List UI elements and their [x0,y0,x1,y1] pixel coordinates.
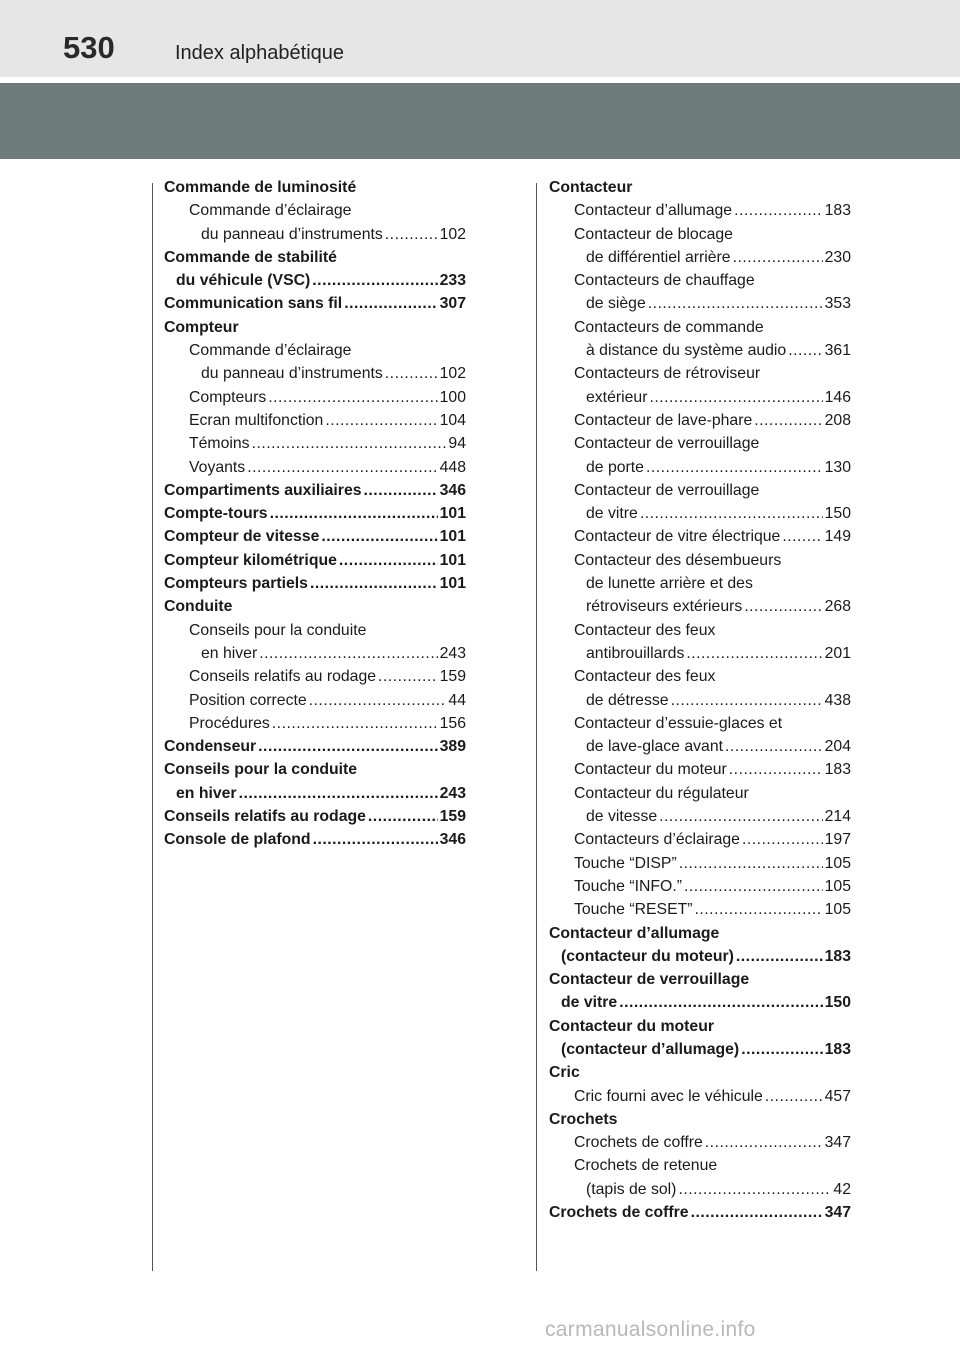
index-entry [164,199,466,222]
index-entry [549,246,851,269]
index-entry [164,642,466,665]
index-entry [549,898,851,921]
index-entry [549,1201,851,1224]
index-entry-text: de lave-glace avant [586,738,723,756]
index-entry-text: de siège [586,295,646,313]
index-entry [164,712,466,735]
dot-leader [782,525,822,548]
index-entry [164,339,466,362]
index-entry-text: Contacteur des feux [574,621,716,639]
right-column-rule [536,183,537,1271]
left-column-rule [152,183,153,1271]
index-entry-text: Conseils relatifs au rodage [189,668,377,686]
index-entry [164,758,466,781]
index-entry-text: Crochets [549,1110,618,1128]
index-entry-page: 346 [439,481,466,499]
index-entry-text: à distance du système audio [586,342,787,360]
index-entry [549,665,851,688]
index-entry [164,805,466,828]
index-entry-page: 44 [448,691,466,709]
index-entry-page: 307 [439,295,466,313]
index-entry [549,1108,851,1131]
index-entry [549,502,851,525]
index-entry [164,782,466,805]
index-entry-page: 197 [824,831,851,849]
index-entry [549,1178,851,1201]
dot-leader [247,456,437,479]
index-entry [549,292,851,315]
dot-leader [686,642,822,665]
dot-leader [648,292,823,315]
dot-leader [259,642,437,665]
index-entry [164,525,466,548]
watermark: carmanualsonline.info [545,1318,756,1341]
dot-leader [691,1201,823,1224]
index-entry [549,1038,851,1061]
index-entry-text: Commande d’éclairage [189,202,352,220]
index-entry-text: de lunette arrière et des [586,575,753,593]
index-entry-page: 204 [824,738,851,756]
index-entry-page: 353 [824,295,851,313]
index-entry-page: 201 [824,644,851,662]
index-entry [549,269,851,292]
index-entry [549,712,851,735]
index-entry [549,1154,851,1177]
index-entry-page: 104 [439,411,466,429]
dot-leader [733,246,823,269]
index-entry-page: 389 [439,738,466,756]
index-entry [549,362,851,385]
index-entry-text: en hiver [201,644,258,662]
index-entry-text: Contacteur de verrouillage [574,481,760,499]
index-entry-text: Contacteurs de chauffage [574,272,755,290]
dot-leader [736,945,823,968]
index-entry-text: Crochets de retenue [574,1157,718,1175]
index-entry [549,1131,851,1154]
index-column-right [549,176,851,1224]
index-entry-text: Cric fourni avec le véhicule [574,1087,763,1105]
dot-leader [385,223,438,246]
index-entry-text: Procédures [189,714,270,732]
index-entry [164,828,466,851]
dot-leader [310,572,438,595]
index-entry-text: Compartiments auxiliaires [164,481,362,499]
index-entry-page: 268 [824,598,851,616]
index-entry [549,1061,851,1084]
index-entry-text: Contacteur du régulateur [574,784,749,802]
dot-leader [678,1178,831,1201]
index-entry-text: Contacteur du moteur [549,1017,714,1035]
dot-leader [742,828,823,851]
dot-leader [325,409,437,432]
index-entry-text: Compteur de vitesse [164,528,320,546]
index-entry [549,782,851,805]
index-entry-text: Condenseur [164,738,257,756]
index-entry-page: 233 [439,272,466,290]
index-entry [164,595,466,618]
index-entry-text: Contacteurs de commande [574,318,764,336]
index-entry-text: Contacteur du moteur [574,761,727,779]
index-entry-text: Commande de luminosité [164,179,357,196]
dot-leader [312,269,437,292]
index-entry-text: Ecran multifonction [189,411,324,429]
dot-leader [364,479,438,502]
index-entry-page: 102 [439,225,466,243]
dot-leader [378,665,438,688]
index-entry-text: (tapis de sol) [586,1180,677,1198]
dot-leader [239,782,438,805]
index-entry [549,549,851,572]
index-entry [549,1085,851,1108]
dot-leader [252,432,447,455]
index-entry [164,572,466,595]
dot-leader [744,595,822,618]
index-entry-text: antibrouillards [586,644,685,662]
dot-leader [725,735,823,758]
index-entry-text: Commande de stabilité [164,248,337,266]
index-entry-text: Crochets de coffre [549,1204,689,1222]
index-entry-text: du véhicule (VSC) [176,272,311,290]
index-entry [164,316,466,339]
dot-leader [734,199,823,222]
index-entry-page: 208 [824,411,851,429]
index-entry [549,828,851,851]
index-entry [549,735,851,758]
index-entry-text: de différentiel arrière [586,248,731,266]
index-entry-page: 243 [439,784,466,802]
dot-leader [671,689,823,712]
index-entry-page: 347 [824,1204,851,1222]
index-entry-text: Contacteur d’allumage [549,924,720,942]
index-entry [549,875,851,898]
index-entry [164,432,466,455]
index-entry [164,176,466,199]
index-entry [164,689,466,712]
index-entry [549,223,851,246]
index-entry-text: Contacteur d’allumage [574,202,733,220]
index-entry-page: 101 [439,505,466,523]
index-entry [549,852,851,875]
dot-leader [272,712,438,735]
dot-leader [649,386,822,409]
index-entry-page: 159 [439,668,466,686]
index-entry-page: 243 [439,644,466,662]
index-entry [164,386,466,409]
index-entry-text: Contacteur de vitre électrique [574,528,781,546]
index-entry-page: 101 [439,528,466,546]
index-entry-text: Cric [549,1064,580,1082]
index-entry-text: Contacteur de verrouillage [574,435,760,453]
index-entry-text: Communication sans fil [164,295,343,313]
dot-leader [258,735,437,758]
index-entry-text: Contacteur des feux [574,668,716,686]
index-entry-text: Témoins [189,435,250,453]
index-entry [549,316,851,339]
index-entry [549,432,851,455]
index-entry [164,479,466,502]
header-band [0,83,960,159]
index-entry-page: 183 [824,202,851,220]
index-entry-page: 159 [439,808,466,826]
index-entry-text: Compteur kilométrique [164,551,337,569]
index-entry [549,1015,851,1038]
index-entry-text: Compteurs [189,388,267,406]
index-entry-page: 150 [824,505,851,523]
index-entry-page: 105 [824,854,851,872]
dot-leader [368,805,438,828]
index-entry-text: Contacteurs d’éclairage [574,831,740,849]
dot-leader [339,549,438,572]
index-entry-text: rétroviseurs extérieurs [586,598,743,616]
index-entry [164,362,466,385]
index-entry [164,292,466,315]
index-entry-text: Touche “INFO.” [574,877,682,895]
index-entry-page: 230 [824,248,851,266]
index-entry [549,595,851,618]
index-entry [549,968,851,991]
index-entry-text: Conduite [164,598,233,616]
index-entry [549,339,851,362]
index-entry-page: 130 [824,458,851,476]
index-entry-text: du panneau d’instruments [201,225,383,243]
index-entry-page: 100 [439,388,466,406]
dot-leader [313,828,438,851]
index-entry-page: 183 [824,761,851,779]
page-number: 530 [63,30,115,65]
dot-leader [788,339,822,362]
index-entry-text: Touche “RESET” [574,901,693,919]
section-title: Index alphabétique [175,42,345,64]
index-entry-page: 105 [824,901,851,919]
index-entry-page: 102 [439,365,466,383]
index-entry-page: 183 [824,1040,851,1058]
index-column-left [164,176,466,852]
index-entry [549,479,851,502]
dot-leader [695,898,823,921]
dot-leader [684,875,823,898]
dot-leader [765,1085,823,1108]
index-entry-page: 183 [824,947,851,965]
dot-leader [659,805,823,828]
index-entry-text: Contacteur de verrouillage [549,971,750,989]
index-entry-text: Compteur [164,318,239,336]
index-entry [549,945,851,968]
index-entry [164,502,466,525]
index-entry [549,758,851,781]
index-entry-page: 101 [439,551,466,569]
index-entry [549,176,851,199]
index-entry-text: Crochets de coffre [574,1134,703,1152]
index-entry-text: Contacteur d’essuie-glaces et [574,714,783,732]
dot-leader [679,852,823,875]
dot-leader [321,525,437,548]
index-entry-text: Contacteur des désembueurs [574,551,782,569]
index-entry-text: de vitesse [586,808,658,826]
index-entry-text: de détresse [586,691,669,709]
dot-leader [741,1038,822,1061]
index-entry [549,642,851,665]
index-entry-page: 457 [824,1087,851,1105]
index-entry [164,223,466,246]
index-entry-text: du panneau d’instruments [201,365,383,383]
index-entry-text: Conseils relatifs au rodage [164,808,366,826]
index-entry-page: 347 [824,1134,851,1152]
index-entry-text: Compteurs partiels [164,575,308,593]
dot-leader [705,1131,823,1154]
index-entry-page: 156 [439,714,466,732]
index-entry-page: 448 [439,458,466,476]
index-entry-text: Contacteurs de rétroviseur [574,365,761,383]
dot-leader [646,456,823,479]
index-entry [549,456,851,479]
index-entry [164,246,466,269]
index-entry-page: 438 [824,691,851,709]
index-entry-text: Position correcte [189,691,307,709]
index-entry-page: 346 [439,831,466,849]
index-entry-page: 105 [824,877,851,895]
index-entry [164,409,466,432]
index-entry-text: Conseils pour la conduite [164,761,358,779]
index-entry-text: (contacteur d’allumage) [561,1040,740,1058]
dot-leader [270,502,438,525]
index-entry [549,991,851,1014]
dot-leader [640,502,823,525]
index-entry-page: 214 [824,808,851,826]
index-entry-page: 101 [439,575,466,593]
index-entry-page: 94 [448,435,466,453]
index-entry-page: 361 [824,342,851,360]
index-entry [549,409,851,432]
index-entry [549,199,851,222]
page-header [0,0,960,77]
dot-leader [385,362,438,385]
dot-leader [344,292,437,315]
index-entry-text: (contacteur du moteur) [561,947,734,965]
index-entry-page: 146 [824,388,851,406]
index-entry-text: de vitre [586,505,638,523]
index-entry [549,525,851,548]
index-entry-text: Compte-tours [164,505,268,523]
index-entry [549,922,851,945]
index-entry-page: 149 [824,528,851,546]
index-entry [164,549,466,572]
index-entry [549,386,851,409]
index-entry [549,619,851,642]
index-entry-page: 150 [824,994,851,1012]
dot-leader [729,758,823,781]
index-entry [164,456,466,479]
dot-leader [619,991,822,1014]
index-entry-text: Console de plafond [164,831,311,849]
index-entry-page: 42 [833,1180,851,1198]
index-entry [549,689,851,712]
index-entry-text: de porte [586,458,644,476]
dot-leader [309,689,447,712]
index-entry-text: Commande d’éclairage [189,342,352,360]
index-entry [549,572,851,595]
index-entry-text: Conseils pour la conduite [189,621,367,639]
index-entry-text: Contacteur de blocage [574,225,733,243]
dot-leader [754,409,822,432]
index-entry-text: extérieur [586,388,648,406]
index-entry-text: en hiver [176,784,237,802]
index-entry-text: Contacteur de lave-phare [574,411,753,429]
index-entry [164,735,466,758]
index-entry [164,665,466,688]
index-entry-text: de vitre [561,994,618,1012]
index-entry [549,805,851,828]
index-entry [164,619,466,642]
index-entry-text: Touche “DISP” [574,854,677,872]
index-entry-text: Contacteur [549,179,633,196]
index-entry-text: Voyants [189,458,246,476]
dot-leader [268,386,437,409]
index-entry [164,269,466,292]
